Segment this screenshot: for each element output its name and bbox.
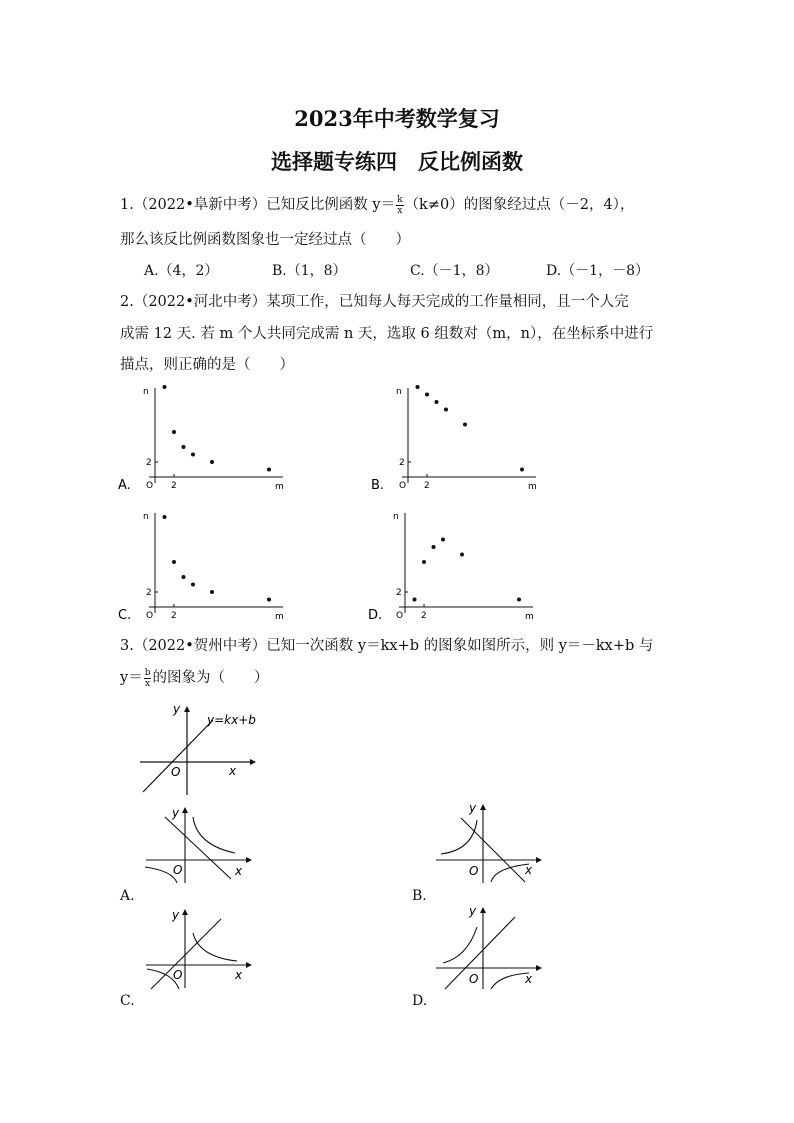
data-point xyxy=(172,560,176,564)
x-tick-label: 2 xyxy=(171,481,177,491)
y-tick-label: 2 xyxy=(146,588,152,598)
svg-text:x: x xyxy=(525,863,533,877)
line-kx-plus-b xyxy=(143,720,213,792)
data-point xyxy=(172,430,176,434)
origin-label: O xyxy=(396,611,404,621)
q1-option-a[interactable]: A.（4，2） xyxy=(144,263,219,279)
option-letter: B. xyxy=(371,478,385,493)
data-point xyxy=(463,423,467,427)
q2-graph-a[interactable] xyxy=(115,380,295,495)
q3-option-c[interactable]: C. xyxy=(120,993,135,1009)
y-axis-arrow-icon xyxy=(184,706,190,712)
x-axis-arrow-icon xyxy=(536,857,542,863)
q3-line1: 3.（2022•贺州中考）已知一次函数 y＝kx+b 的图象如图所示，则 y＝－kx+b 与 xyxy=(120,638,654,654)
data-point xyxy=(520,468,524,472)
q3-fraction xyxy=(144,668,152,689)
y-axis-label: n xyxy=(143,512,149,522)
y-tick-label: 2 xyxy=(146,458,152,468)
x-tick-label: 2 xyxy=(424,481,430,491)
x-axis-label: x xyxy=(229,764,237,778)
page-subtitle: 选择题专练四 反比例函数 xyxy=(271,149,523,174)
x-axis-label: m xyxy=(275,612,284,622)
data-point xyxy=(267,468,271,472)
y-axis-label: n xyxy=(143,387,149,397)
q1-line2: 那么该反比例函数图象也一定经过点（ ） xyxy=(120,232,410,248)
y-axis-arrow-icon xyxy=(480,804,486,810)
q2-line1: 2.（2022•河北中考）某项工作，已知每人每天完成的工作量相同，且一个人完 xyxy=(120,294,629,310)
page-title: 2023年中考数学复习 xyxy=(294,106,500,131)
data-point xyxy=(191,453,195,457)
data-point xyxy=(413,598,417,602)
x-axis-arrow-icon xyxy=(246,962,252,968)
q2-graph-d[interactable] xyxy=(365,505,545,625)
data-point xyxy=(210,590,214,594)
q1-frac-num: k xyxy=(397,194,403,205)
svg-text:y: y xyxy=(469,801,477,815)
y-axis-arrow-icon xyxy=(182,909,188,915)
q1-option-d[interactable]: D.（－1，－8） xyxy=(546,263,649,279)
y-axis-label: n xyxy=(396,387,402,397)
origin-label: O xyxy=(146,611,154,621)
data-point xyxy=(422,560,426,564)
x-axis-label: m xyxy=(528,482,537,492)
y-tick-label: 2 xyxy=(396,588,402,598)
q3-option-a[interactable]: A. xyxy=(120,888,135,904)
q3-graph-d[interactable] xyxy=(433,903,548,990)
option-letter: C. xyxy=(118,608,132,623)
y-axis-arrow-icon xyxy=(480,907,486,913)
option-letter: A. xyxy=(118,478,131,493)
svg-text:O: O xyxy=(173,863,183,877)
data-point xyxy=(435,400,439,404)
origin-label: O xyxy=(146,481,154,491)
q3-frac-num: b xyxy=(144,667,151,678)
x-axis-label: m xyxy=(525,612,534,622)
q1-suffix: （k≠0）的图象经过点（－2，4）， xyxy=(404,197,635,213)
y-axis-arrow-icon xyxy=(182,807,188,813)
data-point xyxy=(182,445,186,449)
q3-option-b[interactable]: B. xyxy=(412,888,427,904)
data-point xyxy=(517,598,521,602)
q2-graph-b[interactable] xyxy=(368,380,548,495)
q3-frac-den: x xyxy=(145,678,151,689)
q3-option-d[interactable]: D. xyxy=(412,993,428,1009)
q1-frac-den: x xyxy=(397,205,403,216)
x-tick-label: 2 xyxy=(171,611,177,621)
data-point xyxy=(182,575,186,579)
x-axis-arrow-icon xyxy=(250,759,256,765)
q3-graph-a[interactable] xyxy=(143,805,258,885)
q2-line2: 成需 12 天. 若 m 个人共同完成需 n 天，选取 6 组数对（m，n），在坐标系中进行 xyxy=(120,326,654,342)
x-axis-label: m xyxy=(275,482,284,492)
svg-text:O: O xyxy=(469,864,479,878)
data-point xyxy=(432,545,436,549)
data-point xyxy=(191,583,195,587)
svg-text:y: y xyxy=(469,904,477,918)
data-point xyxy=(267,598,271,602)
svg-text:x: x xyxy=(235,864,243,878)
q1-option-b[interactable]: B.（1，8） xyxy=(272,263,347,279)
data-point xyxy=(441,538,445,542)
x-tick-label: 2 xyxy=(421,611,427,621)
line-label: y=kx+b xyxy=(207,713,256,727)
q1-fraction xyxy=(396,195,403,216)
svg-text:x: x xyxy=(525,972,533,986)
data-point xyxy=(444,408,448,412)
q3-graph-c[interactable] xyxy=(143,905,258,990)
y-tick-label: 2 xyxy=(399,458,405,468)
q3-reference-graph xyxy=(135,700,285,800)
svg-text:x: x xyxy=(235,968,243,982)
origin-label: O xyxy=(399,481,407,491)
data-point xyxy=(425,393,429,397)
x-axis-arrow-icon xyxy=(536,965,542,971)
data-point xyxy=(210,460,214,464)
data-point xyxy=(163,385,167,389)
q2-graph-c[interactable] xyxy=(115,505,295,625)
q3-suffix: 的图象为（ ） xyxy=(152,670,269,686)
svg-text:y: y xyxy=(172,908,180,922)
data-point xyxy=(416,385,420,389)
svg-text:y: y xyxy=(172,806,180,820)
svg-text:O: O xyxy=(469,972,479,986)
data-point xyxy=(163,515,167,519)
q3-graph-b[interactable] xyxy=(433,800,548,885)
q1-option-c[interactable]: C.（－1，8） xyxy=(410,263,499,279)
q1-line1 xyxy=(120,193,634,216)
svg-text:O: O xyxy=(173,968,183,982)
q2-line3: 描点，则正确的是（ ） xyxy=(120,357,294,373)
option-letter: D. xyxy=(368,608,383,623)
y-axis-label: n xyxy=(393,512,399,522)
q3-line2 xyxy=(120,666,268,689)
data-point xyxy=(460,553,464,557)
x-axis-arrow-icon xyxy=(246,857,252,863)
origin-label: O xyxy=(171,765,181,779)
y-axis-label: y xyxy=(173,702,181,716)
q3-prefix: y＝ xyxy=(120,670,143,686)
q1-prefix: 1.（2022•阜新中考）已知反比例函数 y＝ xyxy=(120,197,396,213)
